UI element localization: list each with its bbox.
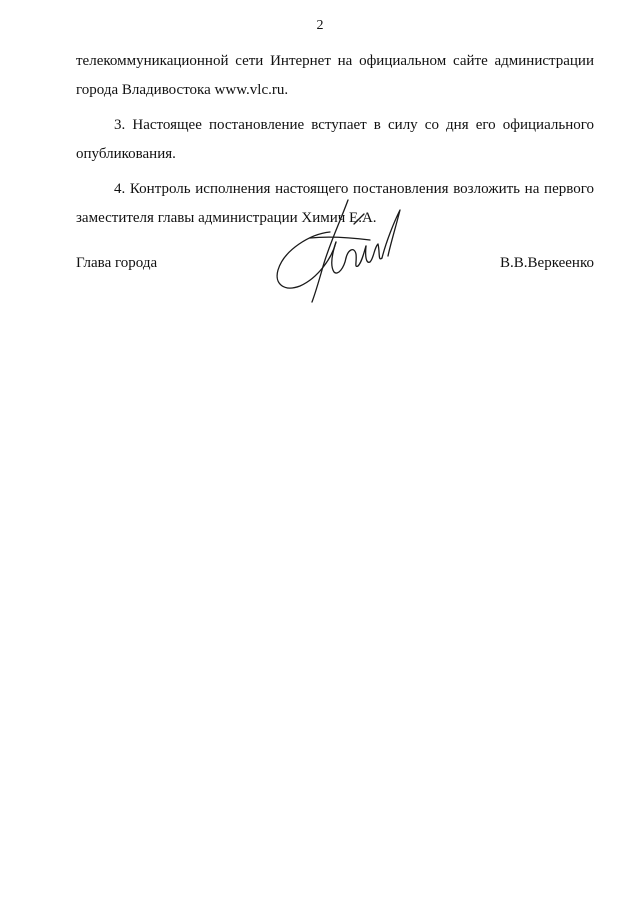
signer-name: В.В.Веркеенко bbox=[500, 255, 594, 271]
signature-block bbox=[76, 255, 594, 285]
signer-title: Глава города bbox=[76, 255, 158, 271]
paragraph-publication: телекоммуникационной сети Интернет на официальном сайте администрации города Владивостока www.vlc.ru. bbox=[76, 53, 594, 98]
page-number: 2 bbox=[316, 18, 324, 33]
paragraph-effective-date: 3. Настоящее постановление вступает в силу со дня его официального опубликования. bbox=[76, 117, 594, 162]
handwritten-signature bbox=[270, 192, 410, 312]
paragraph-control: 4. Контроль исполнения настоящего постановления возложить на первого заместителя главы администрации Химич Е.А. bbox=[76, 181, 594, 226]
